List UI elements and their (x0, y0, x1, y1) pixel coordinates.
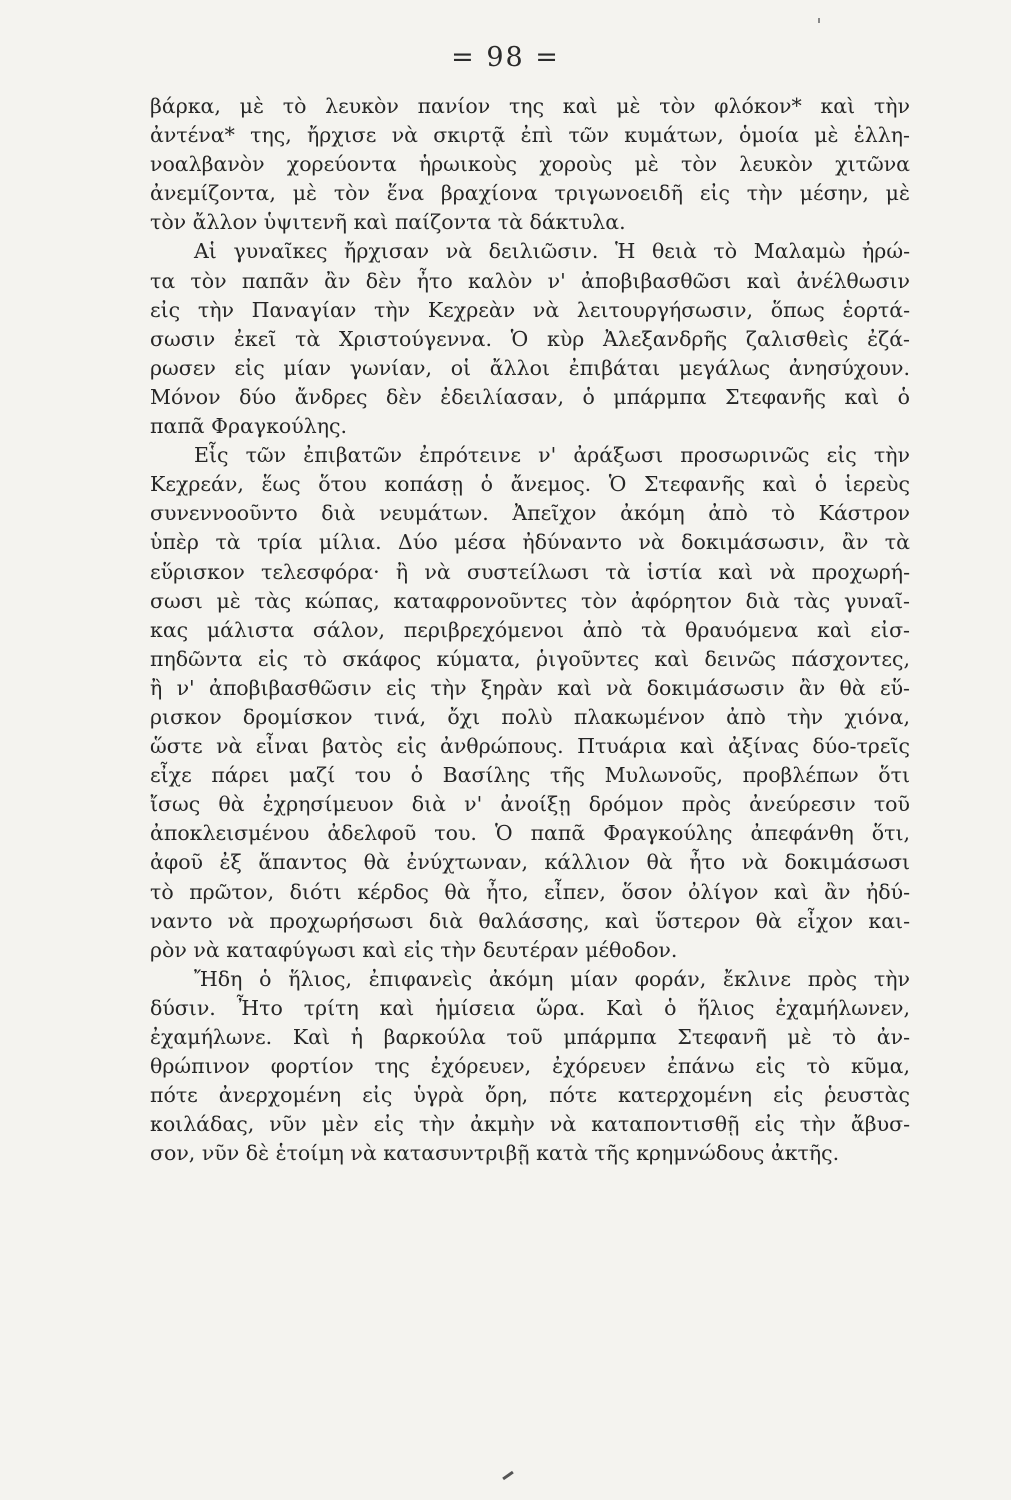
text-line: νοαλβανὸν χορεύοντα ἡρωικοὺς χοροὺς μὲ τὸν λευκὸν χιτῶνα (150, 152, 910, 177)
text-line: εὕρισκον τελεσφόρα· ἢ νὰ συστείλωσι τὰ ἱστία καὶ νὰ προχωρή- (150, 559, 910, 584)
text-line: Κεχρεάν, ἕως ὅτου κοπάσῃ ὁ ἄνεμος. Ὁ Στεφανῆς καὶ ὁ ἱερεὺς (150, 472, 910, 497)
text-line: ὥστε νὰ εἶναι βατὸς εἰς ἀνθρώπους. Πτυάρια καὶ ἀξίνας δύο-τρεῖς (150, 734, 910, 759)
text-line: θρώπινον φορτίον της ἐχόρευεν, ἐχόρευεν ἐπάνω εἰς τὸ κῦμα, (150, 1054, 910, 1079)
text-line: σον, νῦν δὲ ἑτοίμη νὰ κατασυντριβῇ κατὰ τῆς κρημνώδους ἀκτῆς. (150, 1141, 840, 1166)
text-line: τὸ πρῶτον, διότι κέρδος θὰ ἦτο, εἶπεν, ὅσον ὀλίγον καὶ ἂν ἠδύ- (150, 879, 910, 904)
text-line: Μόνον δύο ἄνδρες δὲν ἐδειλίασαν, ὁ μπάρμπα Στεφανῆς καὶ ὁ (150, 384, 910, 409)
text-line: σωσι μὲ τὰς κώπας, καταφρονοῦντες τὸν ἀφόρητον διὰ τὰς γυναῖ- (150, 588, 910, 613)
text-line: Ἤδη ὁ ἥλιος, ἐπιφανεὶς ἀκόμη μίαν φοράν, ἔκλινε πρὸς τὴν (194, 966, 910, 991)
scan-speck (818, 18, 820, 23)
scan-mark (502, 1471, 514, 1480)
text-line: κας μάλιστα σάλον, περιβρεχόμενοι ἀπὸ τὰ θραυόμενα καὶ εἰσ- (150, 617, 910, 642)
paragraph-3 (150, 441, 910, 965)
body-text (150, 92, 910, 1168)
text-line: ἀφοῦ ἐξ ἅπαντος θὰ ἐνύχτωναν, κάλλιον θὰ ἦτο νὰ δοκιμάσωσι (150, 850, 910, 875)
text-line: ἢ ν' ἀποβιβασθῶσιν εἰς τὴν ξηρὰν καὶ νὰ δοκιμάσωσιν ἂν θὰ εὕ- (150, 675, 910, 700)
text-line: παπᾶ Φραγκούλης. (150, 414, 347, 439)
text-line: κοιλάδας, νῦν μὲν εἰς τὴν ἀκμὴν νὰ καταποντισθῇ εἰς τὴν ἄβυσ- (150, 1112, 910, 1137)
text-line: βάρκα, μὲ τὸ λευκὸν πανίον της καὶ μὲ τὸν φλόκον* καὶ τὴν (150, 94, 910, 118)
text-line: ναντο νὰ προχωρήσωσι διὰ θαλάσσης, καὶ ὕστερον θὰ εἶχον και- (150, 908, 910, 933)
text-line: τα τὸν παπᾶν ἂν δὲν ἦτο καλὸν ν' ἀποβιβασθῶσι καὶ ἀνέλθωσιν (150, 268, 910, 293)
paragraph-4 (150, 965, 910, 1169)
text-line: ὑπὲρ τὰ τρία μίλια. Δύο μέσα ἠδύναντο νὰ δοκιμάσωσιν, ἂν τὰ (150, 530, 910, 555)
paragraph-1 (150, 92, 910, 237)
text-line: ἐχαμήλωνε. Καὶ ἡ βαρκούλα τοῦ μπάρμπα Στεφανῆ μὲ τὸ ἀν- (150, 1025, 910, 1049)
text-line: εἰς τὴν Παναγίαν τὴν Κεχρεὰν νὰ λειτουργήσωσιν, ὅπως ἑορτά- (150, 297, 910, 322)
text-line: εἶχε πάρει μαζί του ὁ Βασίλης τῆς Μυλωνοῦς, προβλέπων ὅτι (150, 763, 910, 788)
text-line: ἀντένα* της, ἤρχισε νὰ σκιρτᾷ ἐπὶ τῶν κυμάτων, ὁμοία μὲ ἑλλη- (150, 123, 910, 148)
text-line: πότε ἀνερχομένη εἰς ὑγρὰ ὄρη, πότε κατερχομένη εἰς ῥευστὰς (150, 1083, 910, 1108)
page-number: = 98 = (451, 42, 560, 73)
text-line: τὸν ἄλλον ὑψιτενῆ καὶ παίζοντα τὰ δάκτυλα. (150, 210, 626, 235)
paragraph-2 (150, 237, 910, 441)
text-line: συνεννοοῦντο διὰ νευμάτων. Ἀπεῖχον ἀκόμη ἀπὸ τὸ Κάστρον (150, 501, 910, 526)
text-line: δύσιν. Ἦτο τρίτη καὶ ἡμίσεια ὥρα. Καὶ ὁ ἥλιος ἐχαμήλωνεν, (150, 995, 910, 1020)
text-line: ρωσεν εἰς μίαν γωνίαν, οἱ ἄλλοι ἐπιβάται μεγάλως ἀνησύχουν. (150, 355, 910, 380)
text-line: ρὸν νὰ καταφύγωσι καὶ εἰς τὴν δευτέραν μέθοδον. (150, 937, 678, 962)
text-line: ἴσως θὰ ἐχρησίμευον διὰ ν' ἀνοίξῃ δρόμον πρὸς ἀνεύρεσιν τοῦ (150, 792, 910, 817)
text-line: Εἷς τῶν ἐπιβατῶν ἐπρότεινε ν' ἀράξωσι προσωρινῶς εἰς τὴν (194, 443, 910, 468)
text-line: πηδῶντα εἰς τὸ σκάφος κύματα, ῥιγοῦντες καὶ δεινῶς πάσχοντες, (150, 646, 910, 671)
text-line: Αἱ γυναῖκες ἤρχισαν νὰ δειλιῶσιν. Ἡ θειὰ τὸ Μαλαμὼ ἠρώ- (194, 239, 910, 264)
text-line: ἀνεμίζοντα, μὲ τὸν ἕνα βραχίονα τριγωνοειδῆ εἰς τὴν μέσην, μὲ (150, 181, 910, 206)
text-line: ἀποκλεισμένου ἀδελφοῦ του. Ὁ παπᾶ Φραγκούλης ἀπεφάνθη ὅτι, (150, 821, 910, 846)
text-line: ρισκον δρομίσκον τινά, ὄχι πολὺ πλακωμένον ἀπὸ τὴν χιόνα, (150, 704, 910, 729)
text-line: σωσιν ἐκεῖ τὰ Χριστούγεννα. Ὁ κὺρ Ἀλεξανδρῆς ζαλισθεὶς ἐζά- (150, 326, 910, 351)
